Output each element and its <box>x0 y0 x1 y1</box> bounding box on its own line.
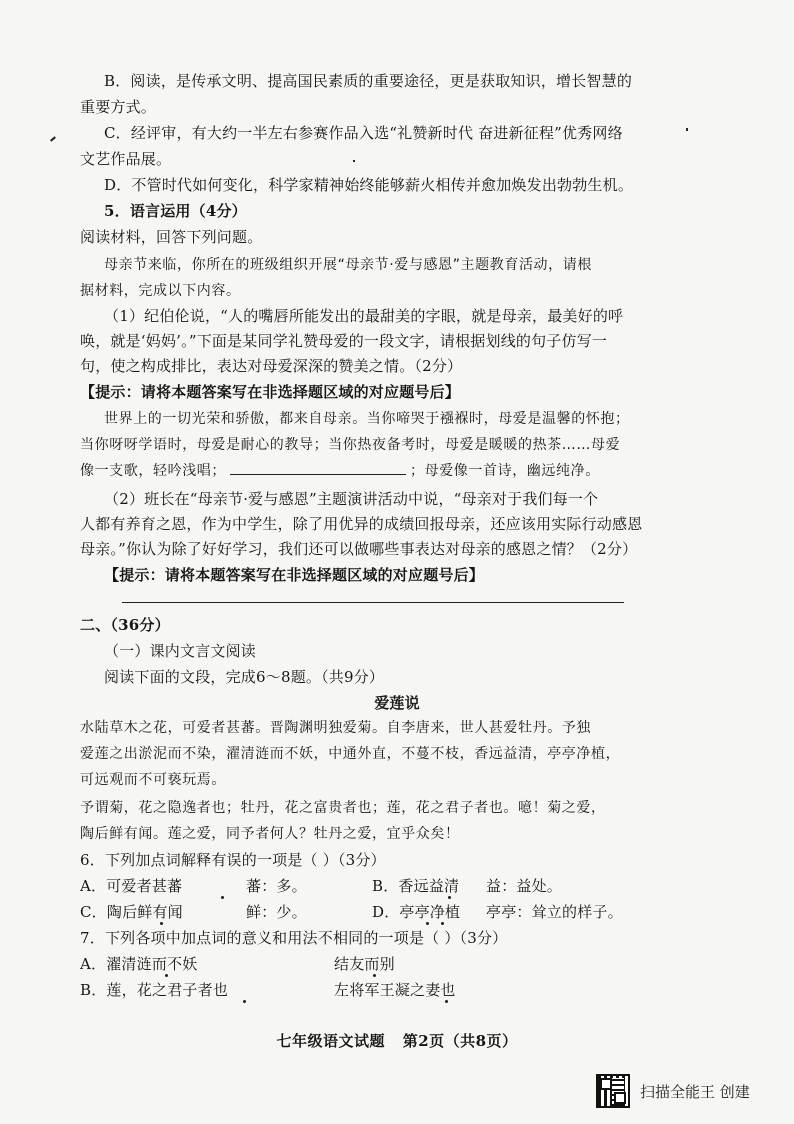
passage-line1: 世界上的一切光荣和骄傲，都来自母亲。当你啼哭于襁褓时，母爱是温馨的怀抱； <box>104 411 630 427</box>
q6-option-d: D．亭亭净植 <box>372 903 461 921</box>
q6-option-a: A．可爱者甚蕃 <box>80 877 183 895</box>
read-instruction: 阅读材料，回答下列问题。 <box>80 228 263 246</box>
emphasis-dot <box>445 1000 448 1003</box>
q6-option-c: C．陶后鲜有闻 <box>80 903 183 921</box>
part2-line3: 母亲。”你认为除了好好学习，我们还可以做哪些事表达对母亲的感恩之情？（2分） <box>80 540 638 558</box>
q6-option-b: B．香远益清 <box>372 877 460 895</box>
question-7: 7．下列各项中加点词的意义和用法不相同的一项是（ ）（3分） <box>80 929 508 947</box>
option-c-line2: 文艺作品展。 <box>80 150 172 168</box>
option-b-line2: 重要方式。 <box>80 98 157 116</box>
q7-option-a: A．濯清涟而不妖 <box>80 955 198 973</box>
option-d-line: D．不管时代如何变化，科学家精神始终能够薪火相传并愈加焕发出勃勃生机。 <box>104 176 634 194</box>
scan-speck <box>686 128 688 131</box>
emphasis-dot <box>165 974 168 977</box>
fill-in-blank <box>230 460 406 475</box>
scanner-watermark: 扫描全能王 创建 <box>640 1083 750 1101</box>
reading-instruction: 阅读下面的文段，完成6～8题。（共9分） <box>104 668 385 686</box>
qr-code-icon <box>596 1074 630 1108</box>
q7-option-b: B．莲，花之君子者也 <box>80 981 229 999</box>
tip-1: 【提示：请将本题答案写在非选择题区域的对应题号后】 <box>80 383 461 401</box>
footer-page-number: 第2页（共8页） <box>402 1032 518 1050</box>
q6-option-d-gloss: 亭亭：耸立的样子。 <box>486 903 623 921</box>
part1-line3: 句，使之构成排比，表达对母爱深深的赞美之情。（2分） <box>80 357 463 375</box>
passage-title: 爱莲说 <box>374 694 420 712</box>
material-line2: 据材料，完成以下内容。 <box>80 283 241 299</box>
emphasis-dot <box>221 896 224 899</box>
subsection-1-heading: （一）课内文言文阅读 <box>104 642 257 660</box>
passage-line3-start: 像一支歌，轻吟浅唱； <box>80 463 226 479</box>
part1-line1: （1）纪伯伦说，“人的嘴唇所能发出的最甜美的字眼，就是母亲，最美好的呼 <box>104 307 624 325</box>
classical-line5: 陶后鲜有闻。莲之爱，同予者何人？牡丹之爱，宜乎众矣！ <box>80 826 460 842</box>
passage-line3-end: ；母爱像一首诗，幽远纯净。 <box>410 463 600 479</box>
classical-line2: 爱莲之出淤泥而不染，濯清涟而不妖，中通外直，不蔓不枝，香远益清，亭亭净植， <box>80 746 621 762</box>
question-6: 6．下列加点词解释有误的一项是（ ）（3分） <box>80 851 386 869</box>
option-b-line1: B．阅读，是传承文明、提高国民素质的重要途径，更是获取知识，增长智慧的 <box>104 72 633 90</box>
emphasis-dot <box>243 1000 246 1003</box>
passage-line2: 当你呀呀学语时，母爱是耐心的教导；当你热夜备考时，母爱是暖暖的热茶……母爱 <box>80 437 621 453</box>
q7-option-b-compare: 左将军王凝之妻也 <box>334 981 456 999</box>
page-footer <box>0 1030 794 1051</box>
divider-line <box>122 602 624 603</box>
emphasis-dot <box>160 922 163 925</box>
q6-option-b-gloss: 益：益处。 <box>486 877 563 895</box>
classical-line1: 水陆草木之花，可爱者甚蕃。晋陶渊明独爱菊。自李唐来，世人甚爱牡丹。予独 <box>80 720 591 736</box>
tip-2: 【提示：请将本题答案写在非选择题区域的对应题号后】 <box>104 566 485 584</box>
question-5-heading: 5．语言运用（4分） <box>104 202 247 220</box>
q7-option-a-compare: 结友而别 <box>334 955 395 973</box>
footer-grade: 七年级语文试题 <box>276 1032 385 1050</box>
emphasis-dot <box>441 922 444 925</box>
q6-option-c-gloss: 鲜：少。 <box>246 903 307 921</box>
classical-line3: 可远观而不可亵玩焉。 <box>80 772 226 788</box>
section-2-heading: 二、（36分） <box>80 616 170 634</box>
option-c-line1: C．经评审，有大约一半左右参赛作品入选“礼赞新时代 奋进新征程”优秀网络 <box>104 124 623 142</box>
emphasis-dot <box>373 974 376 977</box>
part2-line1: （2）班长在“母亲节·爱与感恩”主题演讲活动中说，“母亲对于我们每一个 <box>104 490 599 508</box>
part1-line2: 唤，就是‘妈妈’。”下面是某同学礼赞母爱的一段文字，请根据划线的句子仿写一 <box>80 332 608 350</box>
q6-option-a-gloss: 蕃：多。 <box>246 877 307 895</box>
scan-speck <box>50 136 56 141</box>
classical-line4: 予谓菊，花之隐逸者也；牡丹，花之富贵者也；莲，花之君子者也。噫！菊之爱， <box>80 800 606 816</box>
emphasis-dot <box>448 896 451 899</box>
emphasis-dot <box>426 922 429 925</box>
scan-speck <box>353 160 355 162</box>
part2-line2: 人都有养育之恩，作为中学生，除了用优异的成绩回报母亲，还应该用实际行动感恩 <box>80 515 643 533</box>
material-line1: 母亲节来临，你所在的班级组织开展“母亲节·爱与感恩”主题教育活动，请根 <box>104 257 592 273</box>
passage-line3 <box>80 460 600 482</box>
